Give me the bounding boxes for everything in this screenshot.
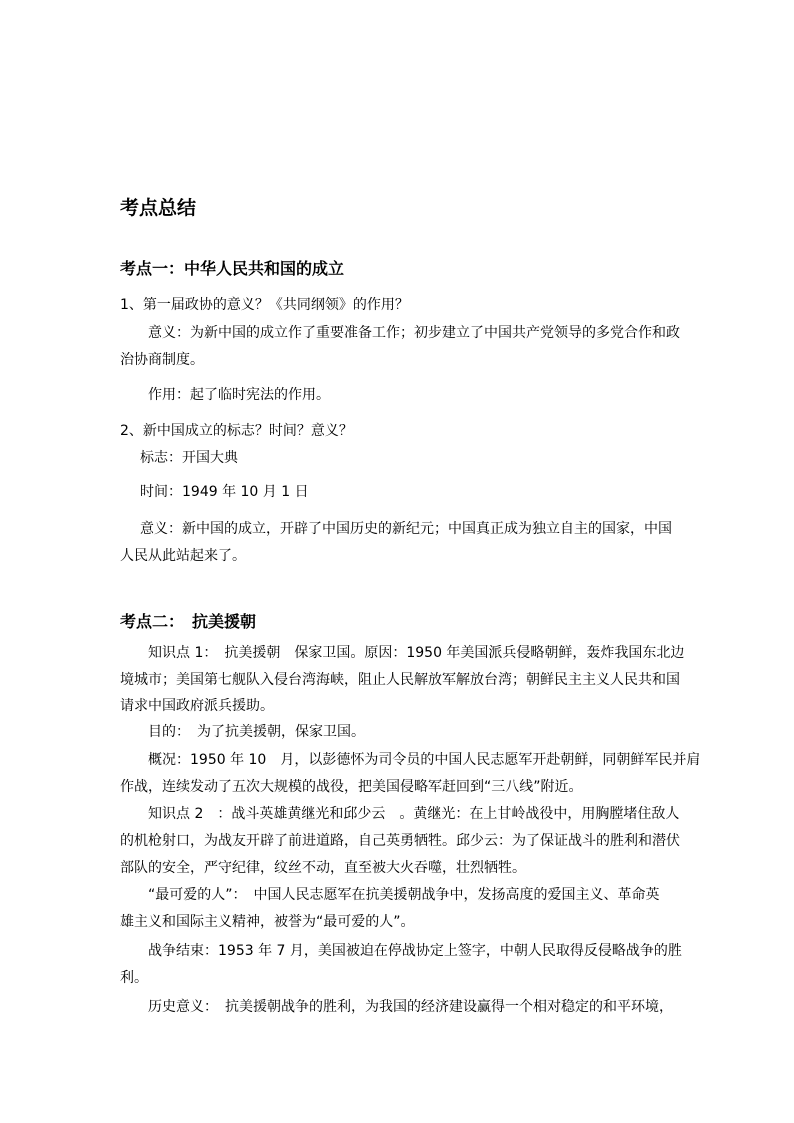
paragraph-line: 知识点 1： 抗美援朝 保家卫国。原因：1950 年美国派兵侵略朝鲜，轰炸我国东北边 [148, 645, 685, 661]
paragraph-line: 雄主义和国际主义精神，被誉为“最可爱的人”。 [120, 914, 415, 930]
paragraph-line: 知识点 2 ：战斗英雄黄继光和邱少云 。黄继光：在上甘岭战役中，用胸膛堵住敌人 [148, 806, 680, 822]
paragraph-line: 请求中国政府派兵援助。 [120, 698, 274, 714]
paragraph-line: “最可爱的人”： 中国人民志愿军在抗美援朝战争中，发扬高度的爱国主义、革命英 [148, 887, 660, 903]
section-heading-2: 考点二： 抗美援朝 [120, 612, 257, 631]
paragraph-line: 目的： 为了抗美援朝，保家卫国。 [148, 724, 365, 740]
paragraph-line: 境城市；美国第七舰队入侵台湾海峡，阻止人民解放军解放台湾；朝鲜民主主义人民共和国 [120, 672, 680, 688]
page-title: 考点总结 [120, 197, 197, 219]
paragraph-line: 战争结束：1953 年 7 月，美国被迫在停战协定上签字，中朝人民取得反侵略战争的胜 [148, 943, 682, 959]
section-heading-1: 考点一：中华人民共和国的成立 [120, 259, 345, 278]
question-2: 2、新中国成立的标志？时间？意义？ [120, 423, 353, 439]
paragraph-line: 利。 [120, 970, 148, 986]
paragraph-line: 标志：开国大典 [140, 450, 238, 466]
paragraph-line: 历史意义： 抗美援朝战争的胜利，为我国的经济建设赢得一个相对稳定的和平环境， [148, 999, 673, 1015]
paragraph-line: 部队的安全，严守纪律，纹丝不动，直至被大火吞噬，壮烈牺牲。 [120, 860, 526, 876]
paragraph-line: 意义：新中国的成立，开辟了中国历史的新纪元；中国真正成为独立自主的国家，中国 [140, 521, 672, 537]
paragraph-line: 人民从此站起来了。 [120, 548, 246, 564]
paragraph-line: 概况：1950 年 10 月，以彭德怀为司令员的中国人民志愿军开赴朝鲜，同朝鲜军民并肩 [148, 752, 701, 768]
paragraph-line: 治协商制度。 [120, 352, 204, 368]
paragraph-line: 的机枪射口，为战友开辟了前进道路，自己英勇牺牲。邱少云：为了保证战斗的胜利和潜伏 [120, 833, 680, 849]
paragraph-line: 作战，连续发动了五次大规模的战役，把美国侵略军赶回到“三八线”附近。 [120, 779, 583, 795]
paragraph-line: 意义：为新中国的成立作了重要准备工作；初步建立了中国共产党领导的多党合作和政 [148, 325, 680, 341]
question-1: 1、第一届政协的意义？《共同纲领》的作用？ [120, 297, 409, 313]
paragraph-line: 作用：起了临时宪法的作用。 [148, 387, 330, 403]
paragraph-line: 时间：1949 年 10 月 1 日 [140, 484, 309, 500]
